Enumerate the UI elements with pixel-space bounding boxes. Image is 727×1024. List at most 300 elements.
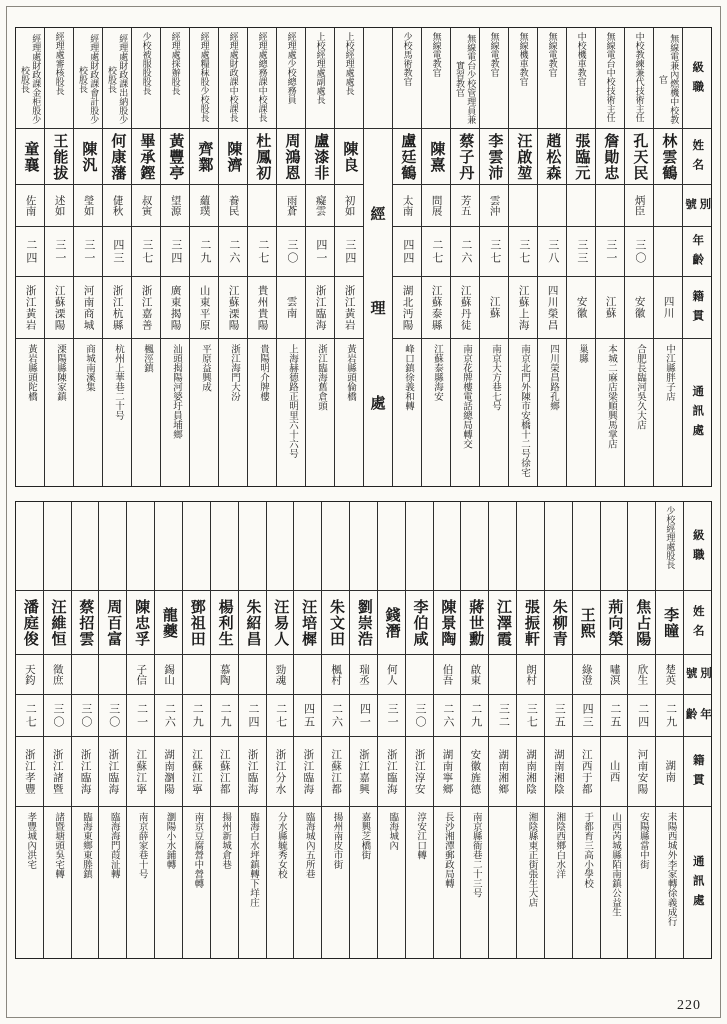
person-address: 貴陽明介牌樓	[248, 338, 276, 486]
person-alias: 瑞丞	[350, 654, 377, 694]
person-alias	[72, 654, 99, 694]
person-alias: 錫山	[155, 654, 182, 694]
person-origin: 貴州貴陽	[248, 276, 276, 338]
person-age: 二六	[219, 226, 247, 276]
person-address: 楓涇鎮	[132, 338, 160, 486]
person-column	[210, 502, 238, 958]
person-rank	[378, 502, 405, 590]
person-alias: 朗村	[517, 654, 544, 694]
row-header-rank: 級職	[691, 528, 704, 568]
person-column	[421, 28, 450, 486]
person-rank	[601, 502, 628, 590]
person-alias	[294, 654, 321, 694]
person-rank: 經理處糧秣股少校股長	[199, 32, 210, 122]
person-column	[479, 28, 508, 486]
person-address: 耒陽西城外李家轉徐義成行	[656, 806, 683, 958]
row-header-name: 姓名	[683, 128, 711, 184]
section-label	[364, 128, 392, 486]
person-name: 周百富	[99, 590, 126, 654]
person-alias: 述如	[45, 184, 73, 226]
person-origin: 湖南瀏陽	[155, 736, 182, 806]
person-column	[460, 502, 488, 958]
person-age: 三一	[74, 226, 102, 276]
person-rank	[294, 502, 321, 590]
person-rank	[183, 502, 210, 590]
roster-table-top	[15, 27, 712, 487]
person-column	[653, 28, 682, 486]
person-age: 四四	[393, 226, 421, 276]
roster-table-bottom	[15, 501, 712, 959]
person-age: 二四	[16, 226, 44, 276]
person-column	[334, 28, 363, 486]
person-origin: 湖南	[656, 736, 683, 806]
person-origin: 湖南湘陰	[545, 736, 572, 806]
person-column	[488, 502, 516, 958]
person-alias: 雨蒼	[277, 184, 305, 226]
person-origin: 浙江諸暨	[44, 736, 71, 806]
person-rank	[211, 502, 238, 590]
person-origin: 浙江臨海	[239, 736, 266, 806]
person-name: 趙松森	[538, 128, 566, 184]
person-column	[16, 28, 44, 486]
person-name: 盧漆非	[306, 128, 334, 184]
person-rank: 經理處總務課中校課長	[257, 32, 268, 122]
person-origin: 浙江臨海	[99, 736, 126, 806]
person-name: 楊利生	[211, 590, 238, 654]
person-alias	[489, 654, 516, 694]
person-address: 揚州南皮市街	[322, 806, 349, 958]
person-address: 峰口鎮徐義和轉	[393, 338, 421, 486]
person-alias: 問展	[422, 184, 450, 226]
person-rank	[545, 502, 572, 590]
person-name: 蔣世勳	[461, 590, 488, 654]
person-age: 三〇	[406, 694, 433, 736]
person-age: 二六	[434, 694, 461, 736]
person-column	[182, 502, 210, 958]
person-origin: 四川	[654, 276, 682, 338]
person-age: 四一	[306, 226, 334, 276]
person-origin: 廣東揭陽	[161, 276, 189, 338]
person-age: 三一	[378, 694, 405, 736]
row-header-origin: 籍貫	[684, 736, 711, 806]
person-rank	[322, 502, 349, 590]
person-alias: 子信	[127, 654, 154, 694]
person-rank: 經理處財政課出納股少校股長	[107, 34, 129, 124]
person-rank	[628, 502, 655, 590]
person-age: 三一	[45, 226, 73, 276]
person-address: 南京大方巷七号	[480, 338, 508, 486]
person-alias	[248, 184, 276, 226]
person-origin: 江蘇溧陽	[45, 276, 73, 338]
person-address: 上海赫德路正明里六十六号	[277, 338, 305, 486]
person-column	[566, 28, 595, 486]
person-address: 黃岩縣頭陀橋	[16, 338, 44, 486]
person-origin: 浙江臨海	[378, 736, 405, 806]
person-age: 四五	[294, 694, 321, 736]
table-gap	[15, 487, 712, 501]
person-address: 淳安江口轉	[406, 806, 433, 958]
section-column	[363, 28, 392, 486]
person-name: 張臨元	[567, 128, 595, 184]
row-header-name: 姓名	[684, 590, 711, 654]
person-column	[154, 502, 182, 958]
person-rank: 無線電教官	[547, 32, 558, 77]
section-label-char: 經	[370, 206, 386, 223]
person-name: 畢承鏗	[132, 128, 160, 184]
person-rank: 上校經理處副處長	[315, 32, 326, 104]
person-column	[349, 502, 377, 958]
person-alias: 蘊璞	[190, 184, 218, 226]
person-alias: 何人	[378, 654, 405, 694]
person-origin: 浙江嘉興	[350, 736, 377, 806]
person-alias: 癡雲	[306, 184, 334, 226]
person-column	[508, 28, 537, 486]
person-rank: 中校機車教官	[576, 32, 587, 86]
person-address: 山西芮城縣陌南鎮公益生	[601, 806, 628, 958]
person-address: 四川榮昌路孔鄉	[538, 338, 566, 486]
person-origin: 江蘇江都	[211, 736, 238, 806]
person-name: 陳濟	[219, 128, 247, 184]
person-age: 二九	[656, 694, 683, 736]
person-origin: 湖南寧鄉	[434, 736, 461, 806]
person-address: 南京北門外陳市安橋十二号徐宅	[509, 338, 537, 486]
person-alias: 綠澄	[573, 654, 600, 694]
person-name: 盧廷鶴	[393, 128, 421, 184]
person-origin: 江蘇溧陽	[219, 276, 247, 338]
person-alias: 叔寅	[132, 184, 160, 226]
person-column	[189, 28, 218, 486]
person-address: 瀏陽小水鋪轉	[155, 806, 182, 958]
person-origin: 河南商城	[74, 276, 102, 338]
row-header-alias: 別號	[684, 654, 711, 694]
person-origin: 湖南湘陰	[517, 736, 544, 806]
person-rank: 少校經理處股長	[665, 506, 676, 569]
person-origin: 山東平原	[190, 276, 218, 338]
person-alias: 佐南	[16, 184, 44, 226]
person-address: 臨海海門葭沚轉	[99, 806, 126, 958]
person-address	[489, 806, 516, 958]
row-header-column	[682, 28, 711, 486]
person-column	[377, 502, 405, 958]
person-column	[71, 502, 99, 958]
person-age: 二一	[127, 694, 154, 736]
person-address: 揚州新城倉巷	[211, 806, 238, 958]
person-origin: 浙江淳安	[406, 736, 433, 806]
person-address: 浙江臨海舊倉頭	[306, 338, 334, 486]
person-address: 臨海城內	[378, 806, 405, 958]
person-address: 浙江海門大汾	[219, 338, 247, 486]
person-origin: 浙江臨海	[72, 736, 99, 806]
person-age: 三〇	[625, 226, 653, 276]
person-origin: 浙江杭縣	[103, 276, 131, 338]
row-header-column	[683, 502, 711, 958]
person-address: 南京薛家巷十号	[127, 806, 154, 958]
person-rank: 少校被服股股長	[141, 32, 152, 95]
person-column	[572, 502, 600, 958]
person-name: 陳熹	[422, 128, 450, 184]
person-address: 安陽縣當中街	[628, 806, 655, 958]
person-column	[218, 28, 247, 486]
person-age: 二六	[451, 226, 479, 276]
person-column	[600, 502, 628, 958]
page-content	[15, 27, 712, 959]
person-age	[654, 226, 682, 276]
person-alias	[183, 654, 210, 694]
person-address: 湘陰西鄉白水洋	[545, 806, 572, 958]
person-address: 汕頭揭陽河婆圩員埔鄉	[161, 338, 189, 486]
person-name: 何康藩	[103, 128, 131, 184]
person-address: 商城南溪集	[74, 338, 102, 486]
person-origin: 江蘇丹徒	[451, 276, 479, 338]
person-name: 杜鳳初	[248, 128, 276, 184]
person-column	[293, 502, 321, 958]
person-column	[131, 28, 160, 486]
person-origin: 河南安陽	[628, 736, 655, 806]
person-origin: 江蘇江都	[322, 736, 349, 806]
person-alias: 雲沖	[480, 184, 508, 226]
person-rank	[573, 502, 600, 590]
person-alias	[239, 654, 266, 694]
person-alias: 楓村	[322, 654, 349, 694]
person-rank: 中校教練兼代技術主任	[634, 32, 645, 122]
person-rank	[350, 502, 377, 590]
person-origin: 山西	[601, 736, 628, 806]
person-address: 溧陽縣陳家鎮	[45, 338, 73, 486]
person-age: 二九	[183, 694, 210, 736]
person-rank: 經理處財政課金柜股少校股長	[20, 34, 42, 124]
person-alias: 啟東	[461, 654, 488, 694]
person-name: 汪啟堃	[509, 128, 537, 184]
person-column	[544, 502, 572, 958]
person-age: 四一	[350, 694, 377, 736]
person-age: 三七	[509, 226, 537, 276]
person-name: 汪培樨	[294, 590, 321, 654]
person-name: 朱文田	[322, 590, 349, 654]
person-age: 三〇	[99, 694, 126, 736]
person-name: 孔天民	[625, 128, 653, 184]
person-name: 李瞳	[656, 590, 683, 654]
person-rank	[267, 502, 294, 590]
person-column	[98, 502, 126, 958]
person-rank	[127, 502, 154, 590]
person-name: 陳忠孚	[127, 590, 154, 654]
person-origin: 江蘇	[596, 276, 624, 338]
person-rank: 經理處採辦股長	[170, 32, 181, 95]
person-age: 三七	[132, 226, 160, 276]
person-age: 二七	[16, 694, 43, 736]
person-name: 張振軒	[517, 590, 544, 654]
person-alias	[406, 654, 433, 694]
person-age: 三〇	[72, 694, 99, 736]
person-age: 二七	[267, 694, 294, 736]
person-origin: 浙江臨海	[306, 276, 334, 338]
person-column	[73, 28, 102, 486]
person-age: 三二	[489, 694, 516, 736]
person-origin: 浙江孝豐	[16, 736, 43, 806]
person-rank	[517, 502, 544, 590]
person-alias: 初如	[335, 184, 363, 226]
person-age: 二九	[211, 694, 238, 736]
person-rank	[489, 502, 516, 590]
person-alias: 太南	[393, 184, 421, 226]
person-address: 中江縣胖子店	[654, 338, 682, 486]
person-rank: 無線電兼內燃機中校教官	[658, 34, 680, 124]
person-name: 林雲鶴	[654, 128, 682, 184]
person-address: 南京豆腐營中營轉	[183, 806, 210, 958]
person-alias: 瑩如	[74, 184, 102, 226]
person-name: 王熙	[573, 590, 600, 654]
person-alias: 楚英	[656, 654, 683, 694]
person-name: 劉崇浩	[350, 590, 377, 654]
person-rank	[239, 502, 266, 590]
person-alias	[654, 184, 682, 226]
person-name: 鄧祖田	[183, 590, 210, 654]
row-header-address: 通訊處	[684, 806, 711, 958]
section-rank-empty	[364, 28, 392, 128]
person-address: 孝豐城內洪宅	[16, 806, 43, 958]
person-age: 二九	[190, 226, 218, 276]
person-origin: 浙江臨海	[294, 736, 321, 806]
person-address: 南京花牌樓電話總局轉交	[451, 338, 479, 486]
person-alias: 炳臣	[625, 184, 653, 226]
person-column	[266, 502, 294, 958]
person-alias	[545, 654, 572, 694]
person-rank	[16, 502, 43, 590]
person-rank	[155, 502, 182, 590]
person-name: 王能拔	[45, 128, 73, 184]
person-column	[16, 502, 43, 958]
person-column	[516, 502, 544, 958]
person-name: 焦占陽	[628, 590, 655, 654]
person-origin: 雲南	[277, 276, 305, 338]
person-age: 三四	[161, 226, 189, 276]
person-column	[595, 28, 624, 486]
person-column	[321, 502, 349, 958]
person-origin: 浙江分水	[267, 736, 294, 806]
row-header-age: 年齡	[683, 226, 711, 276]
person-column	[450, 28, 479, 486]
person-age: 三四	[335, 226, 363, 276]
person-alias: 倢秋	[103, 184, 131, 226]
person-rank: 無線電台中校技術主任	[605, 32, 616, 122]
person-column	[43, 502, 71, 958]
person-name: 蔡招雲	[72, 590, 99, 654]
person-alias: 天鈞	[16, 654, 43, 694]
person-age: 三一	[596, 226, 624, 276]
person-age: 二六	[155, 694, 182, 736]
person-name: 陳良	[335, 128, 363, 184]
person-column	[276, 28, 305, 486]
person-rank	[72, 502, 99, 590]
person-name: 龍夔	[155, 590, 182, 654]
person-age: 二七	[248, 226, 276, 276]
person-address: 杭州上華巷二十号	[103, 338, 131, 486]
row-header-age: 年齡	[684, 694, 711, 736]
person-rank	[99, 502, 126, 590]
person-rank	[406, 502, 433, 590]
person-column	[102, 28, 131, 486]
person-origin: 江蘇江寧	[127, 736, 154, 806]
person-name: 蔡子丹	[451, 128, 479, 184]
person-alias	[538, 184, 566, 226]
page-number: 220	[677, 998, 701, 1013]
row-header-rank: 級職	[691, 60, 704, 100]
person-alias: 慕陶	[211, 654, 238, 694]
row-header-address: 通訊處	[683, 338, 711, 486]
person-rank: 少校馬術教官	[402, 32, 413, 86]
person-column	[392, 28, 421, 486]
person-column	[247, 28, 276, 486]
section-label-char: 處	[370, 395, 386, 412]
person-age: 三八	[538, 226, 566, 276]
person-origin: 湖北沔陽	[393, 276, 421, 338]
person-rank	[434, 502, 461, 590]
person-address: 平原益興成	[190, 338, 218, 486]
person-age: 二七	[422, 226, 450, 276]
person-name: 汪易人	[267, 590, 294, 654]
person-address: 巢縣	[567, 338, 595, 486]
person-name: 朱紹昌	[239, 590, 266, 654]
row-header-alias: 別號	[683, 184, 711, 226]
person-name: 陳景陶	[434, 590, 461, 654]
person-column	[537, 28, 566, 486]
person-address: 江蘇泰縣海安	[422, 338, 450, 486]
person-address: 長沙湘潭郵政局轉	[434, 806, 461, 958]
person-alias: 勁魂	[267, 654, 294, 694]
person-age: 四三	[573, 694, 600, 736]
person-origin: 浙江黃岩	[335, 276, 363, 338]
person-column	[405, 502, 433, 958]
person-origin: 江蘇	[480, 276, 508, 338]
person-name: 江澤霞	[489, 590, 516, 654]
person-age: 三〇	[44, 694, 71, 736]
person-address: 黃岩縣頭倫橋	[335, 338, 363, 486]
section-label-char: 理	[370, 301, 386, 317]
person-alias: 欣生	[628, 654, 655, 694]
person-origin: 湖南湘鄉	[489, 736, 516, 806]
person-column	[627, 502, 655, 958]
person-rank: 上校經理處處長	[344, 32, 355, 95]
person-column	[160, 28, 189, 486]
person-age: 二五	[601, 694, 628, 736]
person-name: 周鴻恩	[277, 128, 305, 184]
person-age: 三三	[567, 226, 595, 276]
person-age: 二四	[628, 694, 655, 736]
person-name: 陳汎	[74, 128, 102, 184]
person-rank: 經理處審核股長	[54, 32, 65, 95]
person-age: 二九	[461, 694, 488, 736]
person-address: 臨海城內五所巷	[294, 806, 321, 958]
person-age: 三七	[517, 694, 544, 736]
person-address: 南京縣衙巷二十三号	[461, 806, 488, 958]
person-column	[655, 502, 683, 958]
person-rank: 無線電教官	[431, 32, 442, 77]
person-rank: 經理處少校總務員	[286, 32, 297, 104]
person-alias	[509, 184, 537, 226]
person-rank: 無線電教官	[489, 32, 500, 77]
person-origin: 江蘇上海	[509, 276, 537, 338]
person-name: 李伯咸	[406, 590, 433, 654]
person-rank	[461, 502, 488, 590]
person-address: 嘉興芝橋街	[350, 806, 377, 958]
person-age: 三〇	[277, 226, 305, 276]
person-name: 李雲沛	[480, 128, 508, 184]
person-name: 齊鄴	[190, 128, 218, 184]
person-column	[44, 28, 73, 486]
person-alias: 徵庶	[44, 654, 71, 694]
person-alias: 伯吾	[434, 654, 461, 694]
person-address: 臨海白水坪鎮轉下垟庄	[239, 806, 266, 958]
